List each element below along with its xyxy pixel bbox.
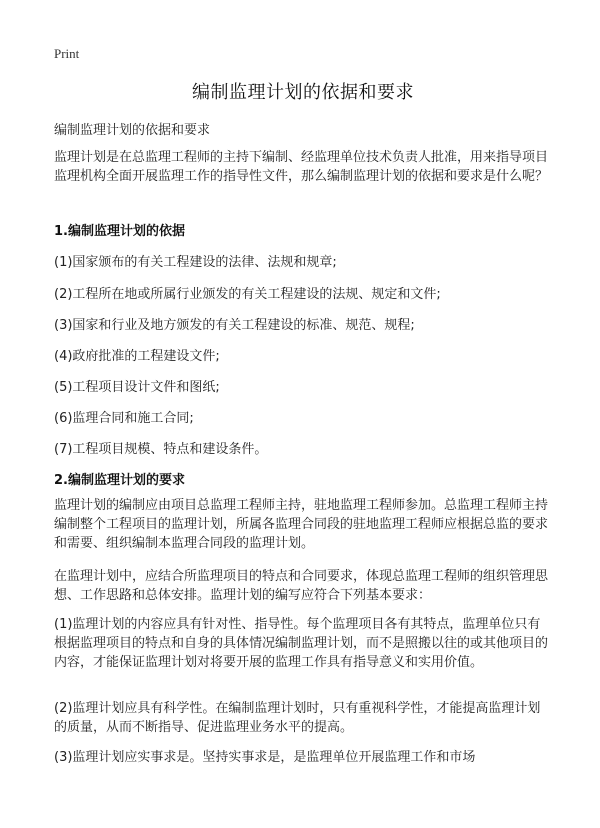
basis-item-1: (1)国家颁布的有关工程建设的法律、法规和规章; (54, 255, 337, 270)
requirements-paragraph-2: 在监理计划中，应结合所监理项目的特点和合同要求，体现总监理工程师的组织管理思想、工作思路和总体安排。监理计划的编写应符合下列基本要求： (54, 569, 549, 603)
requirements-paragraph-5: (3)监理计划应实事求是。坚持实事求是，是监理单位开展监理工作和市场 (54, 750, 476, 765)
basis-item-6: (6)监理合同和施工合同; (54, 411, 194, 426)
page-title: 编制监理计划的依据和要求 (192, 82, 414, 103)
document-subtitle: 编制监理计划的依据和要求 (54, 123, 211, 138)
requirements-paragraph-1: 监理计划的编制应由项目总监理工程师主持，驻地监理工程师参加。总监理工程师主持编制整个工程项目的监理计划，所属各监理合同段的驻地监理工程师应根据总监的要求和需要、组织编制本监理合同段的监理计划。 (54, 498, 549, 551)
print-label[interactable]: Print (54, 46, 80, 61)
requirements-paragraph-3: (1)监理计划的内容应具有针对性、指导性。每个监理项目各有其特点，监理单位只有根据监理项目的特点和自身的具体情况编制监理计划，而不是照搬以往的或其他项目的内容，才能保证监理计划对将要开展的监理工作具有指导意义和实用价值。 (54, 617, 549, 670)
section-heading-requirements: 2.编制监理计划的要求 (54, 473, 185, 488)
basis-item-5: (5)工程项目设计文件和图纸; (54, 380, 220, 395)
requirements-paragraph-4: (2)监理计划应具有科学性。在编制监理计划时，只有重视科学性，才能提高监理计划的质量，从而不断指导、促进监理业务水平的提高。 (54, 701, 541, 735)
basis-item-3: (3)国家和行业及地方颁发的有关工程建设的标准、规范、规程; (54, 318, 415, 333)
basis-item-4: (4)政府批准的工程建设文件; (54, 349, 220, 364)
basis-item-2: (2)工程所在地或所属行业颁发的有关工程建设的法规、规定和文件; (54, 287, 441, 302)
intro-paragraph: 监理计划是在总监理工程师的主持下编制、经监理单位技术负责人批准，用来指导项目监理机构全面开展监理工作的指导性文件，那么编制监理计划的依据和要求是什么呢？ (54, 150, 549, 184)
section-heading-basis: 1.编制监理计划的依据 (54, 224, 185, 239)
basis-item-7: (7)工程项目规模、特点和建设条件。 (54, 442, 268, 457)
